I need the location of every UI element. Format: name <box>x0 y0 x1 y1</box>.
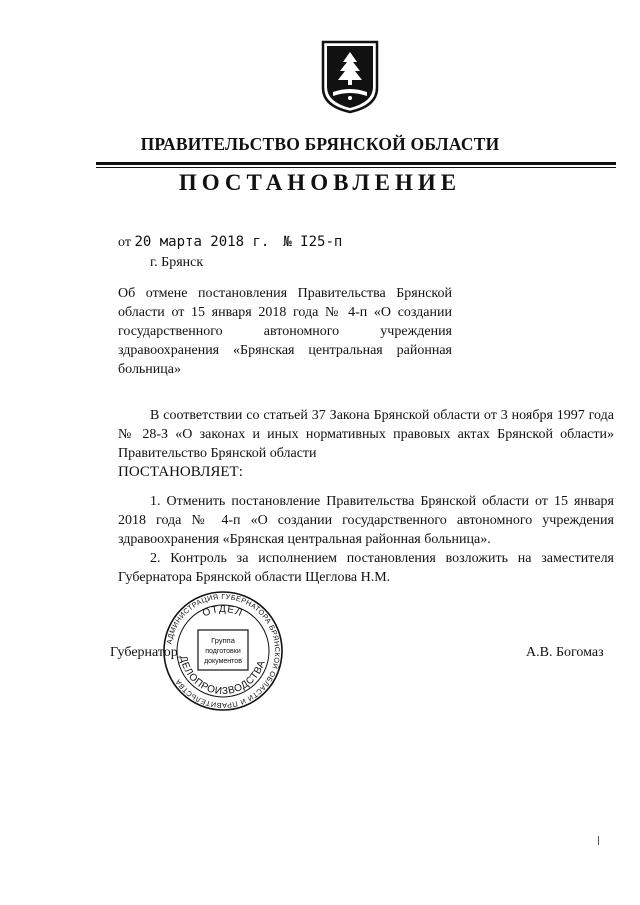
date-prefix: от <box>118 235 131 250</box>
signatory-name: А.В. Богомаз <box>526 645 604 660</box>
svg-text:АДМИНИСТРАЦИЯ ГУБЕРНАТОРА БРЯН: АДМИНИСТРАЦИЯ ГУБЕРНАТОРА БРЯНСКОЙ ОБЛАСТИ И ПРАВИТЕЛЬСТВА <box>164 591 283 711</box>
svg-text:документов: документов <box>204 658 242 665</box>
signatory-title: Губернатор <box>110 645 178 660</box>
preamble-paragraph: В соответствии со статьей 37 Закона Брянской области от 3 ноября 1997 года № 28-З «О законах и иных нормативных правовых актах Брянской области» Правительство Брянской области <box>118 408 614 461</box>
document-type-title: ПОСТАНОВЛЕНИЕ <box>178 170 462 195</box>
document-city: г. Брянск <box>150 255 204 270</box>
document-subject: Об отмене постановления Правительства Брянской области от 15 января 2018 года № 4-п «О создании государственного автономного учреждения здравоохранения «Брянская центральная районная больница» <box>118 286 452 377</box>
header-rule-thin <box>96 167 616 168</box>
resolution-item-2: 2. Контроль за исполнением постановления возложить на заместителя Губернатора Брянской области Щеглова Н.М. <box>118 551 614 585</box>
resolve-heading: ПОСТАНОВЛЯЕТ: <box>118 464 243 480</box>
svg-text:ОТДЕЛ: ОТДЕЛ <box>201 603 245 620</box>
office-stamp <box>162 590 284 712</box>
svg-text:Группа: Группа <box>211 636 235 645</box>
preamble-block <box>118 406 614 482</box>
date-number-line <box>118 234 342 251</box>
resolution-item-1: 1. Отменить постановление Правительства Брянской области от 15 января 2018 года № 4-п «О создании государственного автономного учреждения здравоохранения «Брянская центральная районная больница». <box>118 494 614 547</box>
header-rule-thick <box>96 162 616 165</box>
organization-title: ПРАВИТЕЛЬСТВО БРЯНСКОЙ ОБЛАСТИ <box>140 134 500 154</box>
scan-artifact <box>598 836 599 845</box>
document-number: № I25-п <box>283 234 343 250</box>
resolution-items <box>118 492 614 587</box>
document-date: 20 марта 2018 г. <box>134 234 270 250</box>
svg-text:ДЕЛОПРОИЗВОДСТВА: ДЕЛОПРОИЗВОДСТВА <box>177 654 268 698</box>
svg-text:подготовки: подготовки <box>205 648 241 655</box>
coat-of-arms-icon <box>321 40 379 114</box>
